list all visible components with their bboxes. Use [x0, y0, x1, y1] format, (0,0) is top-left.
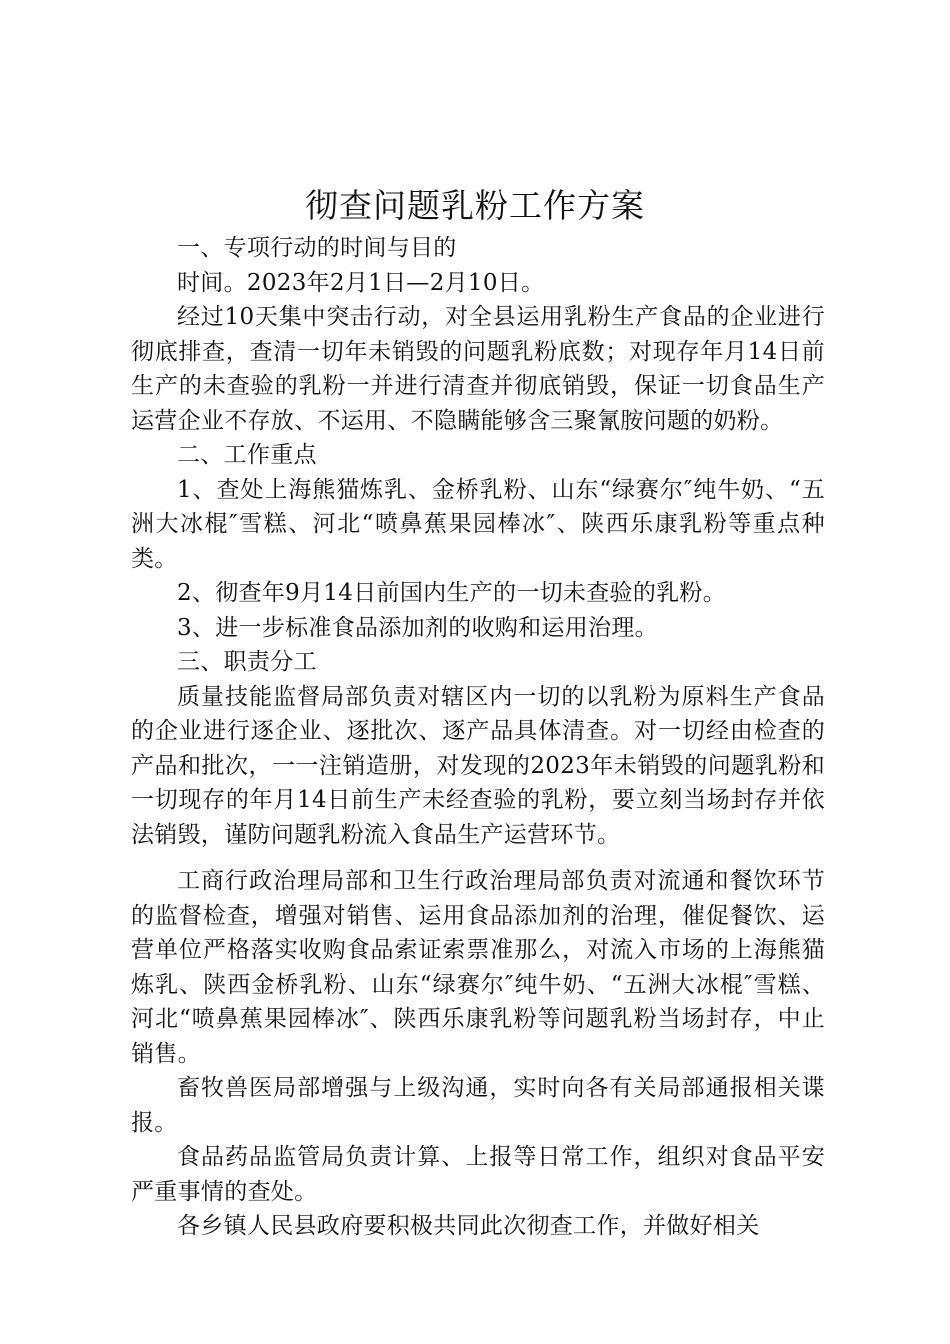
paragraph-focus-3: 3、进一步标准食品添加剂的收购和运用治理。 — [177, 614, 658, 641]
paragraph-focus-1: 1、查处上海熊猫炼乳、金桥乳粉、山东“绿赛尔″纯牛奶、“五洲大冰棍″雪糕、河北“喷鼻蕉果园棒冰″、陕西乐康乳粉等重点种类。 — [131, 476, 825, 572]
paragraph-purpose: 经过10天集中突击行动，对全县运用乳粉生产食品的企业进行彻底排查，查清一切年未销毁的问题乳粉底数；对现存年月14日前生产的未查验的乳粉一并进行清查并彻底销毁，保证一切食品生产运营企业不存放、不运用、不隐瞒能够含三聚氰胺问题的奶粉。 — [131, 304, 825, 434]
paragraph-livestock: 畜牧兽医局部增强与上级沟通，实时向各有关局部通报相关谍报。 — [131, 1075, 825, 1136]
paragraph-commerce-health: 工商行政治理局部和卫生行政治理局部负责对流通和餐饮环节的监督检查，增强对销售、运用食品添加剂的治理，催促餐饮、运营单位严格落实收购食品索证索票准那么，对流入市场的上海熊猫炼乳、陕西金桥乳粉、山东“绿赛尔″纯牛奶、“五洲大冰棍″雪糕、河北“喷鼻蕉果园棒冰″、陕西乐康乳粉等问题乳粉当场封存，中止销售。 — [131, 868, 825, 1067]
paragraph-focus-2: 2、彻查年9月14日前国内生产的一切未查验的乳粉。 — [177, 580, 727, 606]
section-heading-1: 一、专项行动的时间与目的 — [177, 235, 457, 261]
paragraph-townships: 各乡镇人民县政府要积极共同此次彻查工作，并做好相关 — [177, 1213, 760, 1239]
paragraph-quality-bureau: 质量技能监督局部负责对辖区内一切的以乳粉为原料生产食品的企业进行逐企业、逐批次、逐产品具体清查。对一切经由检查的产品和批次，一一注销造册，对发现的2023年未销毁的问题乳粉和一切现存的年月14日前生产未经查验的乳粉，要立刻当场封存并依法销毁，谨防问题乳粉流入食品生产运营环节。 — [131, 683, 825, 848]
section-heading-2: 二、工作重点 — [177, 442, 317, 468]
document-body — [131, 231, 825, 1244]
section-heading-3: 三、职责分工 — [177, 649, 317, 675]
paragraph-food-drug: 食品药品监管局负责计算、上报等日常工作，组织对食品平安严重事情的查处。 — [131, 1144, 825, 1205]
paragraph-time: 时间。2023年2月1日—2月10日。 — [177, 269, 545, 296]
document-title: 彻查问题乳粉工作方案 — [305, 186, 645, 225]
